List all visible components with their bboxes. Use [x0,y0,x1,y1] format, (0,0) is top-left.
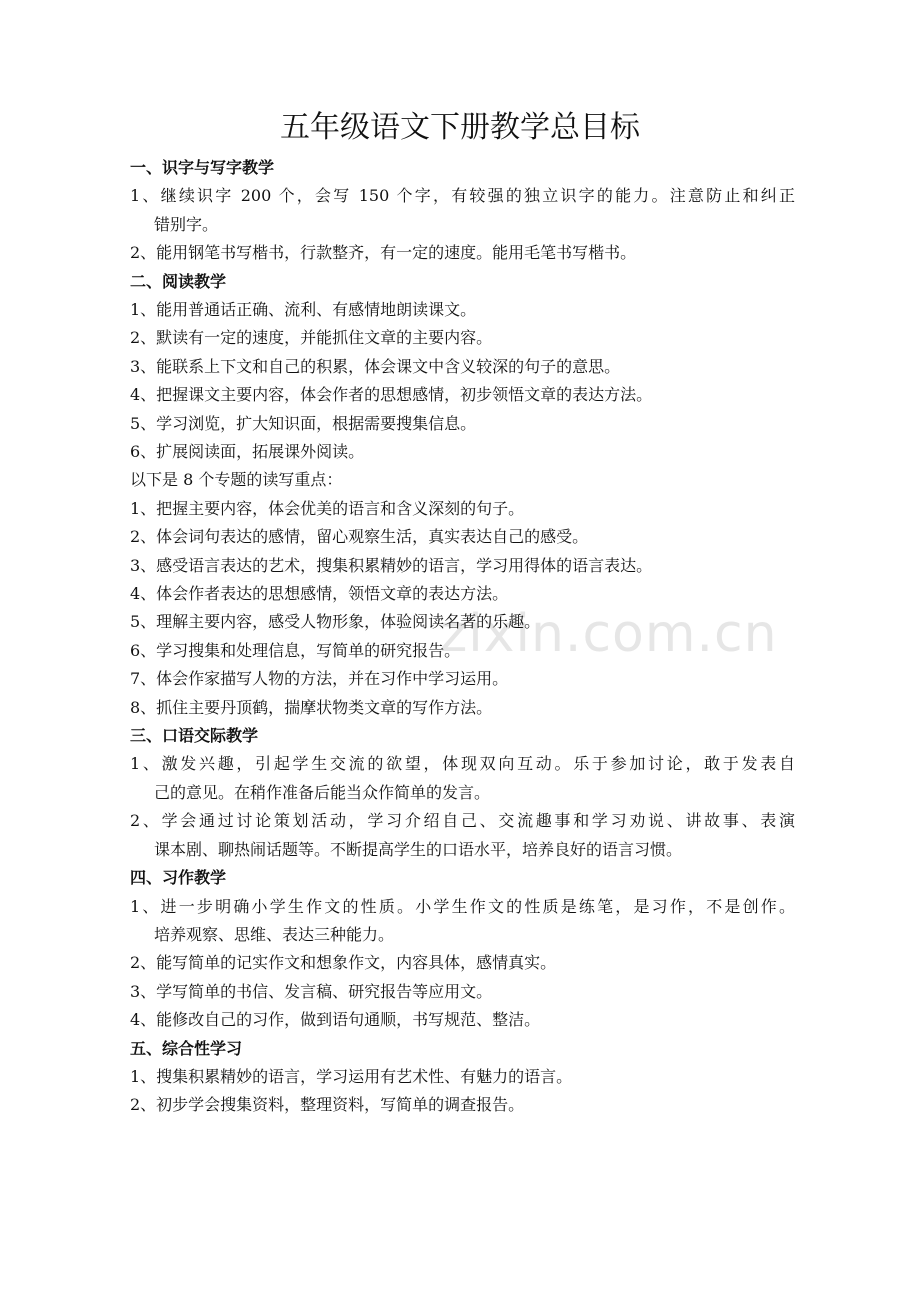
list-item: 2、学会通过讨论策划活动，学习介绍自己、交流趣事和学习劝说、讲故事、表演 [130,811,795,831]
section-heading-literacy: 一、识字与写字教学 [130,158,275,177]
list-item-continuation: 己的意见。在稍作准备后能当众作简单的发言。 [154,782,491,802]
list-item: 3、学写简单的书信、发言稿、研究报告等应用文。 [130,981,493,1001]
list-item: 6、扩展阅读面，拓展课外阅读。 [130,442,365,462]
list-item: 3、能联系上下文和自己的积累，体会课文中含义较深的句子的意思。 [130,356,621,376]
document-title: 五年级语文下册教学总目标 [280,110,640,145]
list-item: 4、能修改自己的习作，做到语句通顺，书写规范、整洁。 [130,1010,541,1030]
list-item: 2、能用钢笔书写楷书，行款整齐，有一定的速度。能用毛笔书写楷书。 [130,243,637,263]
topic-item: 2、体会词句表达的感情，留心观察生活，真实表达自己的感受。 [130,527,589,547]
topic-item: 6、学习搜集和处理信息，写简单的研究报告。 [130,640,461,660]
section-heading-writing: 四、习作教学 [130,868,227,888]
list-item: 1、激发兴趣，引起学生交流的欲望，体现双向互动。乐于参加讨论，敢于发表自 [130,754,795,774]
list-item: 2、初步学会搜集资料，整理资料，写简单的调查报告。 [130,1095,525,1115]
topic-item: 7、体会作家描写人物的方法，并在习作中学习运用。 [130,669,509,689]
topics-note: 以下是 8 个专题的读写重点： [130,470,343,490]
list-item-continuation: 错别字。 [154,214,219,234]
section-heading-oral: 三、口语交际教学 [130,726,259,746]
list-item: 1、继续识字 200 个，会写 150 个字，有较强的独立识字的能力。注意防止和纠正 [130,186,795,206]
list-item: 1、进一步明确小学生作文的性质。小学生作文的性质是练笔，是习作，不是创作。 [130,896,795,916]
document-body [130,154,795,1120]
section-heading-reading: 二、阅读教学 [130,271,227,291]
section-heading-comprehensive: 五、综合性学习 [130,1038,243,1058]
list-item-continuation: 培养观察、思维、表达三种能力。 [154,924,395,944]
topic-item: 1、把握主要内容，体会优美的语言和含义深刻的句子。 [130,498,525,518]
list-item-continuation: 课本剧、聊热闹话题等。不断提高学生的口语水平，培养良好的语言习惯。 [154,839,683,859]
list-item: 4、把握课文主要内容，体会作者的思想感情，初步领悟文章的表达方法。 [130,385,653,405]
list-item: 2、默读有一定的速度，并能抓住文章的主要内容。 [130,328,493,348]
topic-item: 8、抓住主要丹顶鹤，揣摩状物类文章的写作方法。 [130,697,493,717]
topic-item: 3、感受语言表达的艺术，搜集积累精妙的语言，学习用得体的语言表达。 [130,555,653,575]
topic-item: 5、理解主要内容，感受人物形象，体验阅读名著的乐趣。 [130,612,541,632]
list-item: 1、搜集积累精妙的语言，学习运用有艺术性、有魅力的语言。 [130,1066,573,1086]
list-item: 5、学习浏览，扩大知识面，根据需要搜集信息。 [130,413,477,433]
list-item: 1、能用普通话正确、流利、有感情地朗读课文。 [130,300,477,319]
list-item: 2、能写简单的记实作文和想象作文，内容具体，感情真实。 [130,953,557,973]
topic-item: 4、体会作者表达的思想感情，领悟文章的表达方法。 [130,584,509,604]
watermark: zixin.com.cn [440,604,778,664]
